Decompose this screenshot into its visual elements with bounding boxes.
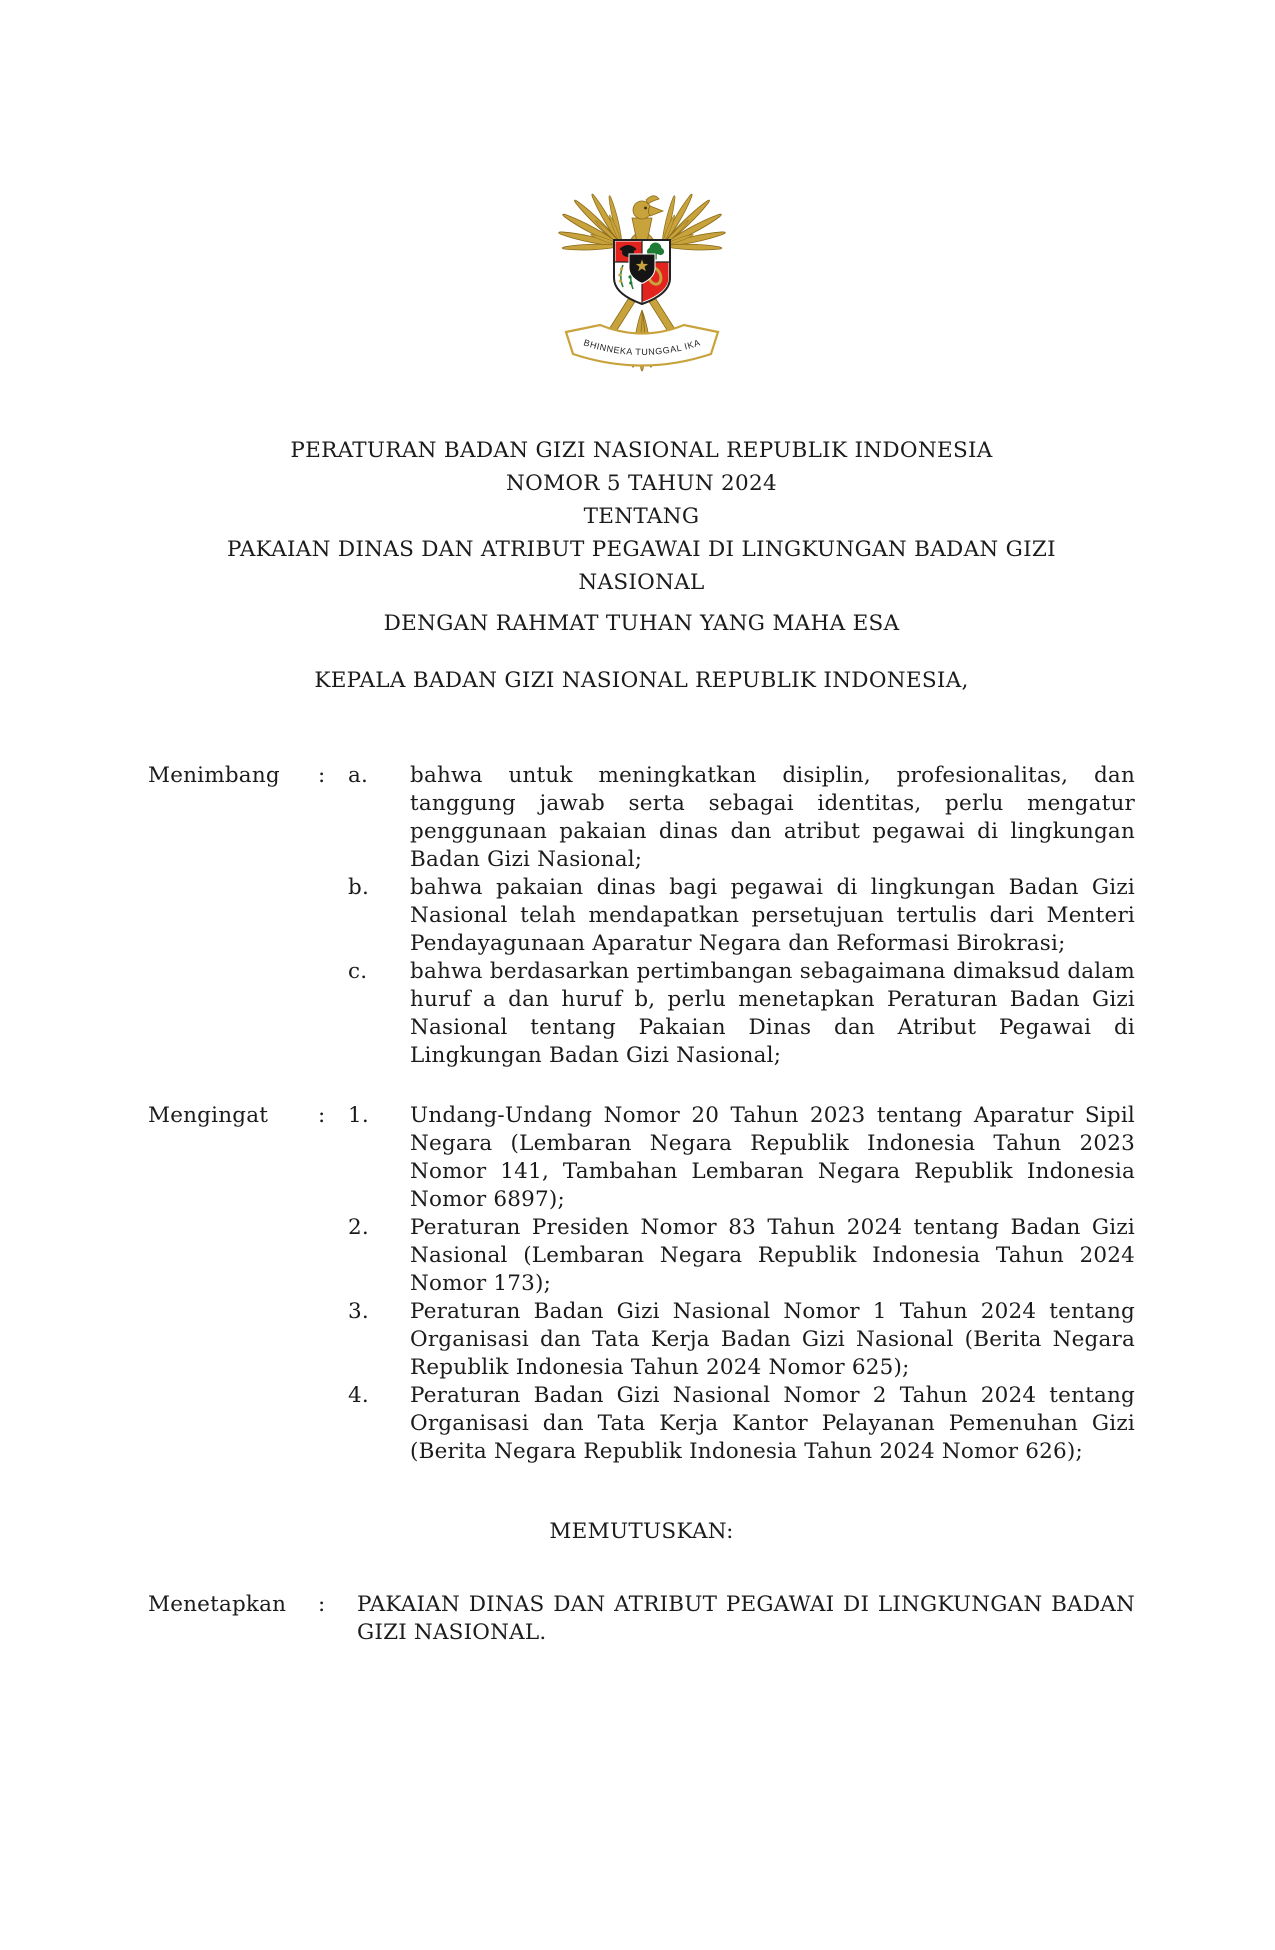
- title-line-4: PAKAIAN DINAS DAN ATRIBUT PEGAWAI DI LINGKUNGAN BADAN GIZI: [227, 537, 1056, 562]
- mengingat-label: Mengingat: [148, 1103, 269, 1128]
- mengingat-items: [348, 1102, 1135, 1466]
- item-text: bahwa untuk meningkatkan disiplin, profesionalitas, dan tanggung jawab serta sebagai identitas, perlu mengatur penggunaan pakaian dinas dan atribut pegawai di lingkungan Badan Gizi Nasional;: [410, 763, 1135, 872]
- title-line-5: NASIONAL: [578, 570, 705, 595]
- mengingat-section: [148, 1102, 1135, 1466]
- menimbang-items: [348, 762, 1135, 1070]
- menimbang-label: Menimbang: [148, 763, 280, 788]
- menetapkan-items: [357, 1591, 1135, 1647]
- motto-text: BHINNEKA TUNGGAL IKA: [581, 337, 702, 358]
- menimbang-colon: :: [318, 763, 326, 788]
- list-item: [348, 1298, 1135, 1382]
- emblem-container: [148, 0, 1135, 380]
- list-item: [348, 1214, 1135, 1298]
- item-text: PAKAIAN DINAS DAN ATRIBUT PEGAWAI DI LINGKUNGAN BADAN GIZI NASIONAL.: [357, 1592, 1135, 1645]
- eye: [644, 207, 647, 210]
- beak: [648, 206, 663, 216]
- list-item: [348, 958, 1135, 1070]
- item-text: Peraturan Badan Gizi Nasional Nomor 1 Tahun 2024 tentang Organisasi dan Tata Kerja Badan Gizi Nasional (Berita Negara Republik Indonesia Tahun 2024 Nomor 625);: [410, 1299, 1135, 1380]
- item-marker: c.: [348, 959, 368, 984]
- item-text: Peraturan Badan Gizi Nasional Nomor 2 Tahun 2024 tentang Organisasi dan Tata Kerja Kantor Pelayanan Pemenuhan Gizi (Berita Negara Republik Indonesia Tahun 2024 Nomor 626);: [410, 1383, 1135, 1464]
- list-item: [348, 1102, 1135, 1214]
- menetapkan-colon: :: [318, 1592, 326, 1617]
- title-line-1: PERATURAN BADAN GIZI NASIONAL REPUBLIK INDONESIA: [290, 438, 993, 463]
- item-marker: 4.: [348, 1383, 369, 1408]
- menetapkan-section: [148, 1591, 1135, 1647]
- item-marker: a.: [348, 763, 369, 788]
- title-line-3: TENTANG: [583, 504, 700, 529]
- item-marker: 2.: [348, 1215, 369, 1240]
- grace-line: DENGAN RAHMAT TUHAN YANG MAHA ESA: [383, 611, 900, 636]
- item-text: Peraturan Presiden Nomor 83 Tahun 2024 tentang Badan Gizi Nasional (Lembaran Negara Republik Indonesia Tahun 2024 Nomor 173);: [410, 1215, 1135, 1296]
- list-item: [357, 1591, 1135, 1647]
- list-item: [348, 874, 1135, 958]
- garuda-pancasila-emblem: [542, 150, 742, 380]
- item-marker: 3.: [348, 1299, 369, 1324]
- list-item: [348, 1382, 1135, 1466]
- list-item: [348, 762, 1135, 874]
- title-line-2: NOMOR 5 TAHUN 2024: [506, 471, 777, 496]
- document-title: [148, 434, 1135, 599]
- menetapkan-label: Menetapkan: [148, 1592, 287, 1617]
- crest: [646, 196, 659, 204]
- item-marker: 1.: [348, 1103, 369, 1128]
- pancasila-shield-icon: [614, 240, 670, 304]
- menimbang-section: [148, 762, 1135, 1070]
- item-marker: b.: [348, 875, 369, 900]
- item-text: Undang-Undang Nomor 20 Tahun 2023 tentang Aparatur Sipil Negara (Lembaran Negara Republik Indonesia Tahun 2023 Nomor 141, Tambahan Lembaran Negara Republik Indonesia Nomor 6897);: [410, 1103, 1135, 1212]
- item-text: bahwa pakaian dinas bagi pegawai di lingkungan Badan Gizi Nasional telah mendapatkan persetujuan tertulis dari Menteri Pendayagunaan Aparatur Negara dan Reformasi Birokrasi;: [410, 875, 1135, 956]
- memutuskan-heading: MEMUTUSKAN:: [549, 1519, 734, 1544]
- item-text: bahwa berdasarkan pertimbangan sebagaimana dimaksud dalam huruf a dan huruf b, perlu menetapkan Peraturan Badan Gizi Nasional tentang Pakaian Dinas dan Atribut Pegawai di Lingkungan Badan Gizi Nasional;: [410, 959, 1135, 1068]
- official-line: KEPALA BADAN GIZI NASIONAL REPUBLIK INDONESIA,: [314, 668, 969, 693]
- mengingat-colon: :: [318, 1103, 326, 1128]
